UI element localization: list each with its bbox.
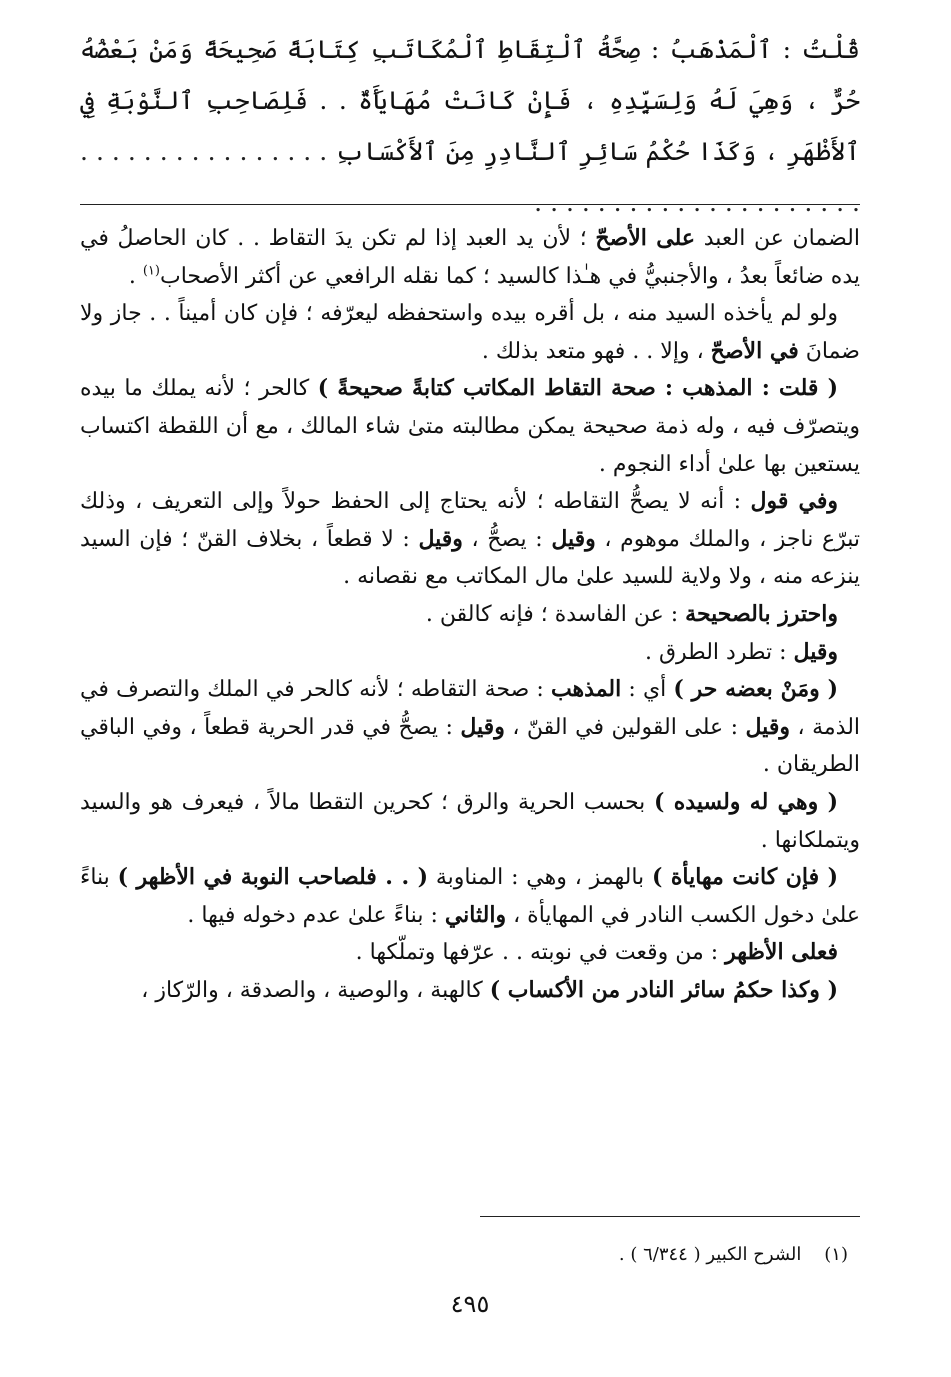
bold-run: المذهب: [550, 676, 622, 703]
commentary-paragraph: [80, 859, 860, 934]
commentary-paragraph: [80, 784, 860, 859]
text-run: : بناءً علىٰ عدم دخوله فيها .: [187, 902, 445, 928]
bold-run: ( . . فلصاحب النوبة في الأظهر ): [117, 864, 429, 891]
commentary-paragraph: [80, 596, 860, 634]
bold-run: والثاني: [444, 901, 507, 928]
text-run: ؛ لأن يد العبد إذا لم تكن يدَ التقاط . . كان الحاصلُ في يده ضائعاً بعدُ ، والأجنبيُّ في هـٰذا كالسيد ؛ كما نقله الرافعي عن أكثر الأصحاب: [80, 226, 860, 289]
footnote-divider: [480, 1216, 860, 1217]
bold-run: وقيل: [460, 713, 505, 740]
page-number: ٤٩٥: [450, 1290, 490, 1318]
text-run: : يصحُّ في قدر الحرية قطعاً ، وفي الباقي الطريقان .: [80, 714, 860, 778]
bold-run: واحترز بالصحيحة: [685, 600, 838, 627]
commentary-paragraph: [80, 634, 860, 672]
text-run: الضمان عن العبد: [695, 226, 861, 251]
text-run: بالهمز ، وهي : المناوبة: [428, 865, 652, 891]
footnote: [619, 1244, 848, 1265]
text-run: : على القولين في القنّ ،: [504, 714, 746, 740]
commentary-paragraph: [80, 671, 860, 784]
footnote-ref[interactable]: (١): [142, 263, 160, 279]
text-run: : أنه لا يصحُّ التقاطه ؛ لأنه يحتاج إلى الحفظ حولاً وإلى التعريف ، وذلك تبرّع ناجز ، والملك موهوم ،: [80, 489, 861, 552]
text-run: ولو لم يأخذه السيد منه ، بل أقره بيده واستحفظه ليعرّفه ؛ فإن كان أميناً . . جاز ولا ضمانَ: [80, 301, 860, 364]
bold-run: ( ومَنْ بعضه حر ): [673, 676, 838, 703]
text-run: ، وإلا . . فهو متعد بذلك .: [481, 338, 711, 364]
text-run: بناءً علىٰ دخول الكسب النادر في المهايأة ،: [80, 865, 860, 928]
bold-run: وقيل: [793, 638, 838, 665]
text-run: : تطرد الطرق .: [644, 639, 794, 665]
bold-run: ( وهي له ولسيده ): [654, 788, 838, 815]
text-run: : صحة التقاطه ؛ لأنه كالحر في الملك والتصرف في الذمة ،: [80, 677, 861, 740]
bold-run: ( قلت : المذهب : صحة التقاط المكاتب كتابةً صحيحةً ): [317, 375, 838, 402]
footnote-marker: (١): [824, 1244, 848, 1265]
matn-dots: . . . . . . . . . . . . . . . . . . . . . . . . . . . . . . . . . . . . .: [80, 137, 860, 217]
commentary: [80, 220, 860, 1009]
commentary-paragraph: [80, 934, 860, 972]
commentary-paragraph: [80, 483, 860, 596]
commentary-paragraph: [80, 220, 860, 295]
text-run: : يصحُّ ،: [462, 526, 552, 552]
commentary-paragraph: [80, 295, 860, 370]
text-run: .: [128, 263, 143, 289]
bold-run: وفي قول: [750, 488, 838, 515]
bold-run: وقيل: [745, 713, 790, 740]
bold-run: ( وكذا حكمُ سائر النادر من الأكساب ): [489, 976, 838, 1003]
text-run: أي :: [621, 677, 674, 703]
matn-text: [80, 24, 860, 217]
text-run: : لا قطعاً ، بخلاف القنّ ؛ فإن السيد ينزعه منه ، ولا ولاية للسيد علىٰ مال المكاتب مع نقصانه .: [80, 526, 860, 590]
bold-run: في الأصحّ: [710, 337, 799, 364]
matn-divider: [80, 204, 860, 205]
bold-run: وقيل: [551, 525, 596, 552]
text-run: : عن الفاسدة ؛ فإنه كالقن .: [425, 601, 686, 627]
bold-run: فعلى الأظهر: [725, 939, 838, 966]
book-page: [80, 24, 860, 1354]
text-run: كالحر ؛ لأنه يملك ما بيده ويتصرّف فيه ، وله ذمة صحيحة يمكن مطالبته متىٰ شاء المالك ، مع أن اللقطة اكتساب يستعين بها علىٰ أداء النجوم .: [80, 376, 860, 477]
bold-run: وقيل: [418, 525, 463, 552]
commentary-paragraph: [80, 370, 860, 483]
matn-body: قُلْتُ : ٱلْمَذْهَبُ : صِحَّةُ ٱلْتِقَاطِ ٱلْمُكَاتَبِ كِتَابَةً صَحِيحَةً وَمَنْ بَعْضُهُ حُرٌّ ، وَهِيَ لَهُ وَلِسَيِّدِهِ ، فَإِنْ كَانَتْ مُهَايَأَةٌ . . فَلِصَاحِبِ ٱلنَّوْبَةِ فِي ٱلأَظْهَرِ ، وَكَذَا حُكْمُ سَائِرِ ٱلنَّادِرِ مِنَ ٱلأَكْسَابِ: [80, 35, 860, 166]
bold-run: على الأصحّ: [595, 225, 696, 251]
text-run: كالهبة ، والوصية ، والصدقة ، والرّكاز ،: [141, 977, 490, 1003]
commentary-paragraph: [80, 972, 860, 1010]
text-run: بحسب الحرية والرق ؛ كحرين التقطا مالاً ، فيعرف هو والسيد ويتملكانها .: [80, 789, 860, 853]
bold-run: ( فإن كانت مهايأة ): [651, 864, 838, 891]
text-run: : من وقعت في نوبته . . عرّفها وتملّكها .: [355, 940, 726, 966]
footnote-text: الشرح الكبير ( ٦/٣٤٤ ) .: [618, 1244, 802, 1265]
